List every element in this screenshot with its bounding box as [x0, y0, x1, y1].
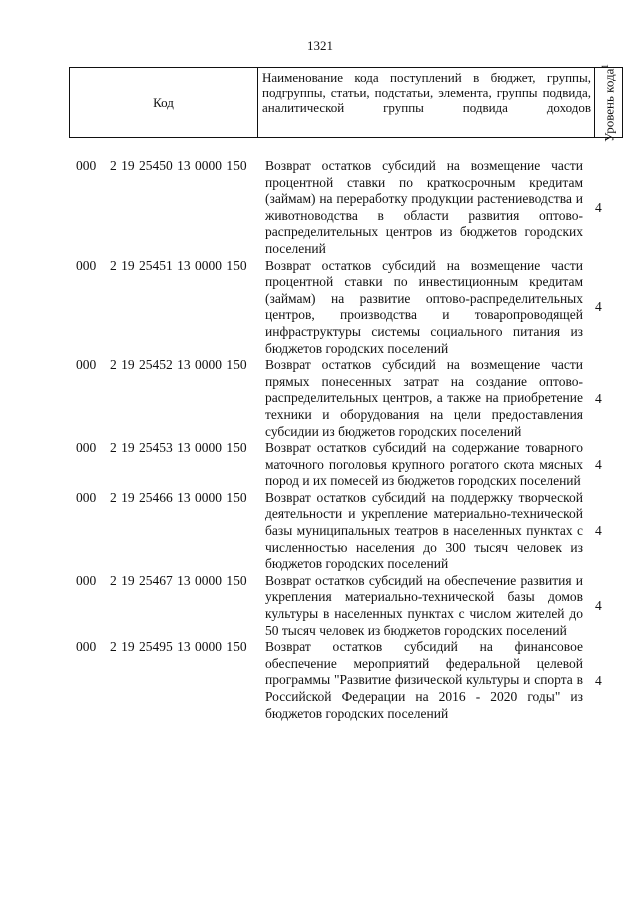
admin-code: 000	[76, 572, 97, 588]
row-name: Возврат остатков субсидий на возмещение части процентной ставки по краткосрочным кредитам (займам) на переработку продукции растениеводства и животноводства в области развития оптово-распределительных центров из бюджетов городских поселений	[265, 158, 583, 256]
row-name: Возврат остатков субсидий на возмещение части прямых понесенных затрат на создание оптово-распределительных центров, а также на приобретение техники и оборудования на цели предоставления субсидии из бюджетов городских поселений	[265, 357, 583, 439]
admin-code: 000	[76, 489, 97, 505]
table-row	[0, 158, 640, 258]
row-code	[76, 490, 247, 506]
row-code	[76, 573, 247, 589]
table-row	[0, 490, 640, 573]
table-row	[0, 357, 640, 440]
revenue-code: 2 19 25466 13 0000 150	[110, 489, 247, 505]
header-code-cell: Код	[70, 68, 258, 138]
row-code	[76, 357, 247, 373]
level-footnote-mark: 1	[599, 63, 610, 69]
row-code	[76, 639, 247, 655]
row-name: Возврат остатков субсидий на содержание товарного маточного поголовья крупного рогатого скота мясных пород и их помесей из бюджетов городских поселений	[265, 440, 583, 489]
table-header	[69, 63, 623, 142]
table-row	[0, 639, 640, 722]
admin-code: 000	[76, 440, 97, 456]
row-name: Возврат остатков субсидий на поддержку творческой деятельности и укрепление материально-технической базы муниципальных театров в населенных пунктах с численностью населения до 300 тысяч человек из бюджетов городских поселений	[265, 489, 583, 572]
header-name-cell: Наименование кода поступлений в бюджет, группы, подгруппы, статьи, подстатьи, элемента, группы подвида, аналитической группы подвида доходов	[258, 68, 595, 138]
row-name: Возврат остатков субсидий на обеспечение развития и укрепления материально-технической базы домов культуры в населенных пунктах с числом жителей до 50 тысяч человек из бюджетов городских поселений	[265, 572, 583, 638]
revenue-code: 2 19 25467 13 0000 150	[110, 572, 247, 588]
row-code	[76, 440, 247, 456]
row-level: 4	[595, 199, 602, 215]
row-code	[76, 158, 247, 174]
revenue-code: 2 19 25495 13 0000 150	[110, 639, 247, 655]
row-level: 4	[595, 299, 602, 315]
row-level: 4	[595, 598, 602, 614]
header-level-cell	[595, 63, 623, 142]
revenue-code: 2 19 25450 13 0000 150	[110, 158, 247, 173]
revenue-code: 2 19 25453 13 0000 150	[110, 440, 247, 456]
admin-code: 000	[76, 357, 97, 373]
row-name: Возврат остатков субсидий на финансовое обеспечение мероприятий федеральной целевой программы "Развитие физической культуры и спорта в Российской Федерации на 2016 - 2020 годы" из бюджетов городских поселений	[265, 639, 583, 721]
admin-code: 000	[76, 158, 97, 173]
row-level: 4	[595, 523, 602, 539]
page-number: 1321	[307, 38, 333, 53]
revenue-code: 2 19 25451 13 0000 150	[110, 257, 247, 273]
row-level: 4	[595, 456, 602, 472]
admin-code: 000	[76, 257, 97, 273]
header-level-label: Уровень кода$^1$	[599, 63, 616, 142]
table-row	[0, 573, 640, 639]
row-name: Возврат остатков субсидий на возмещение части процентной ставки по инвестиционным кредитам (займам) на развитие оптово-распределительных центров, производства и товаропроводящей инфраструктуры системы социального питания из бюджетов городских поселений	[265, 257, 583, 356]
table-body	[0, 158, 640, 722]
row-level: 4	[595, 390, 602, 406]
row-level: 4	[595, 672, 602, 688]
revenue-code: 2 19 25452 13 0000 150	[110, 357, 247, 373]
admin-code: 000	[76, 639, 97, 655]
table-row	[0, 440, 640, 490]
row-code	[76, 258, 247, 274]
table-row	[0, 258, 640, 358]
